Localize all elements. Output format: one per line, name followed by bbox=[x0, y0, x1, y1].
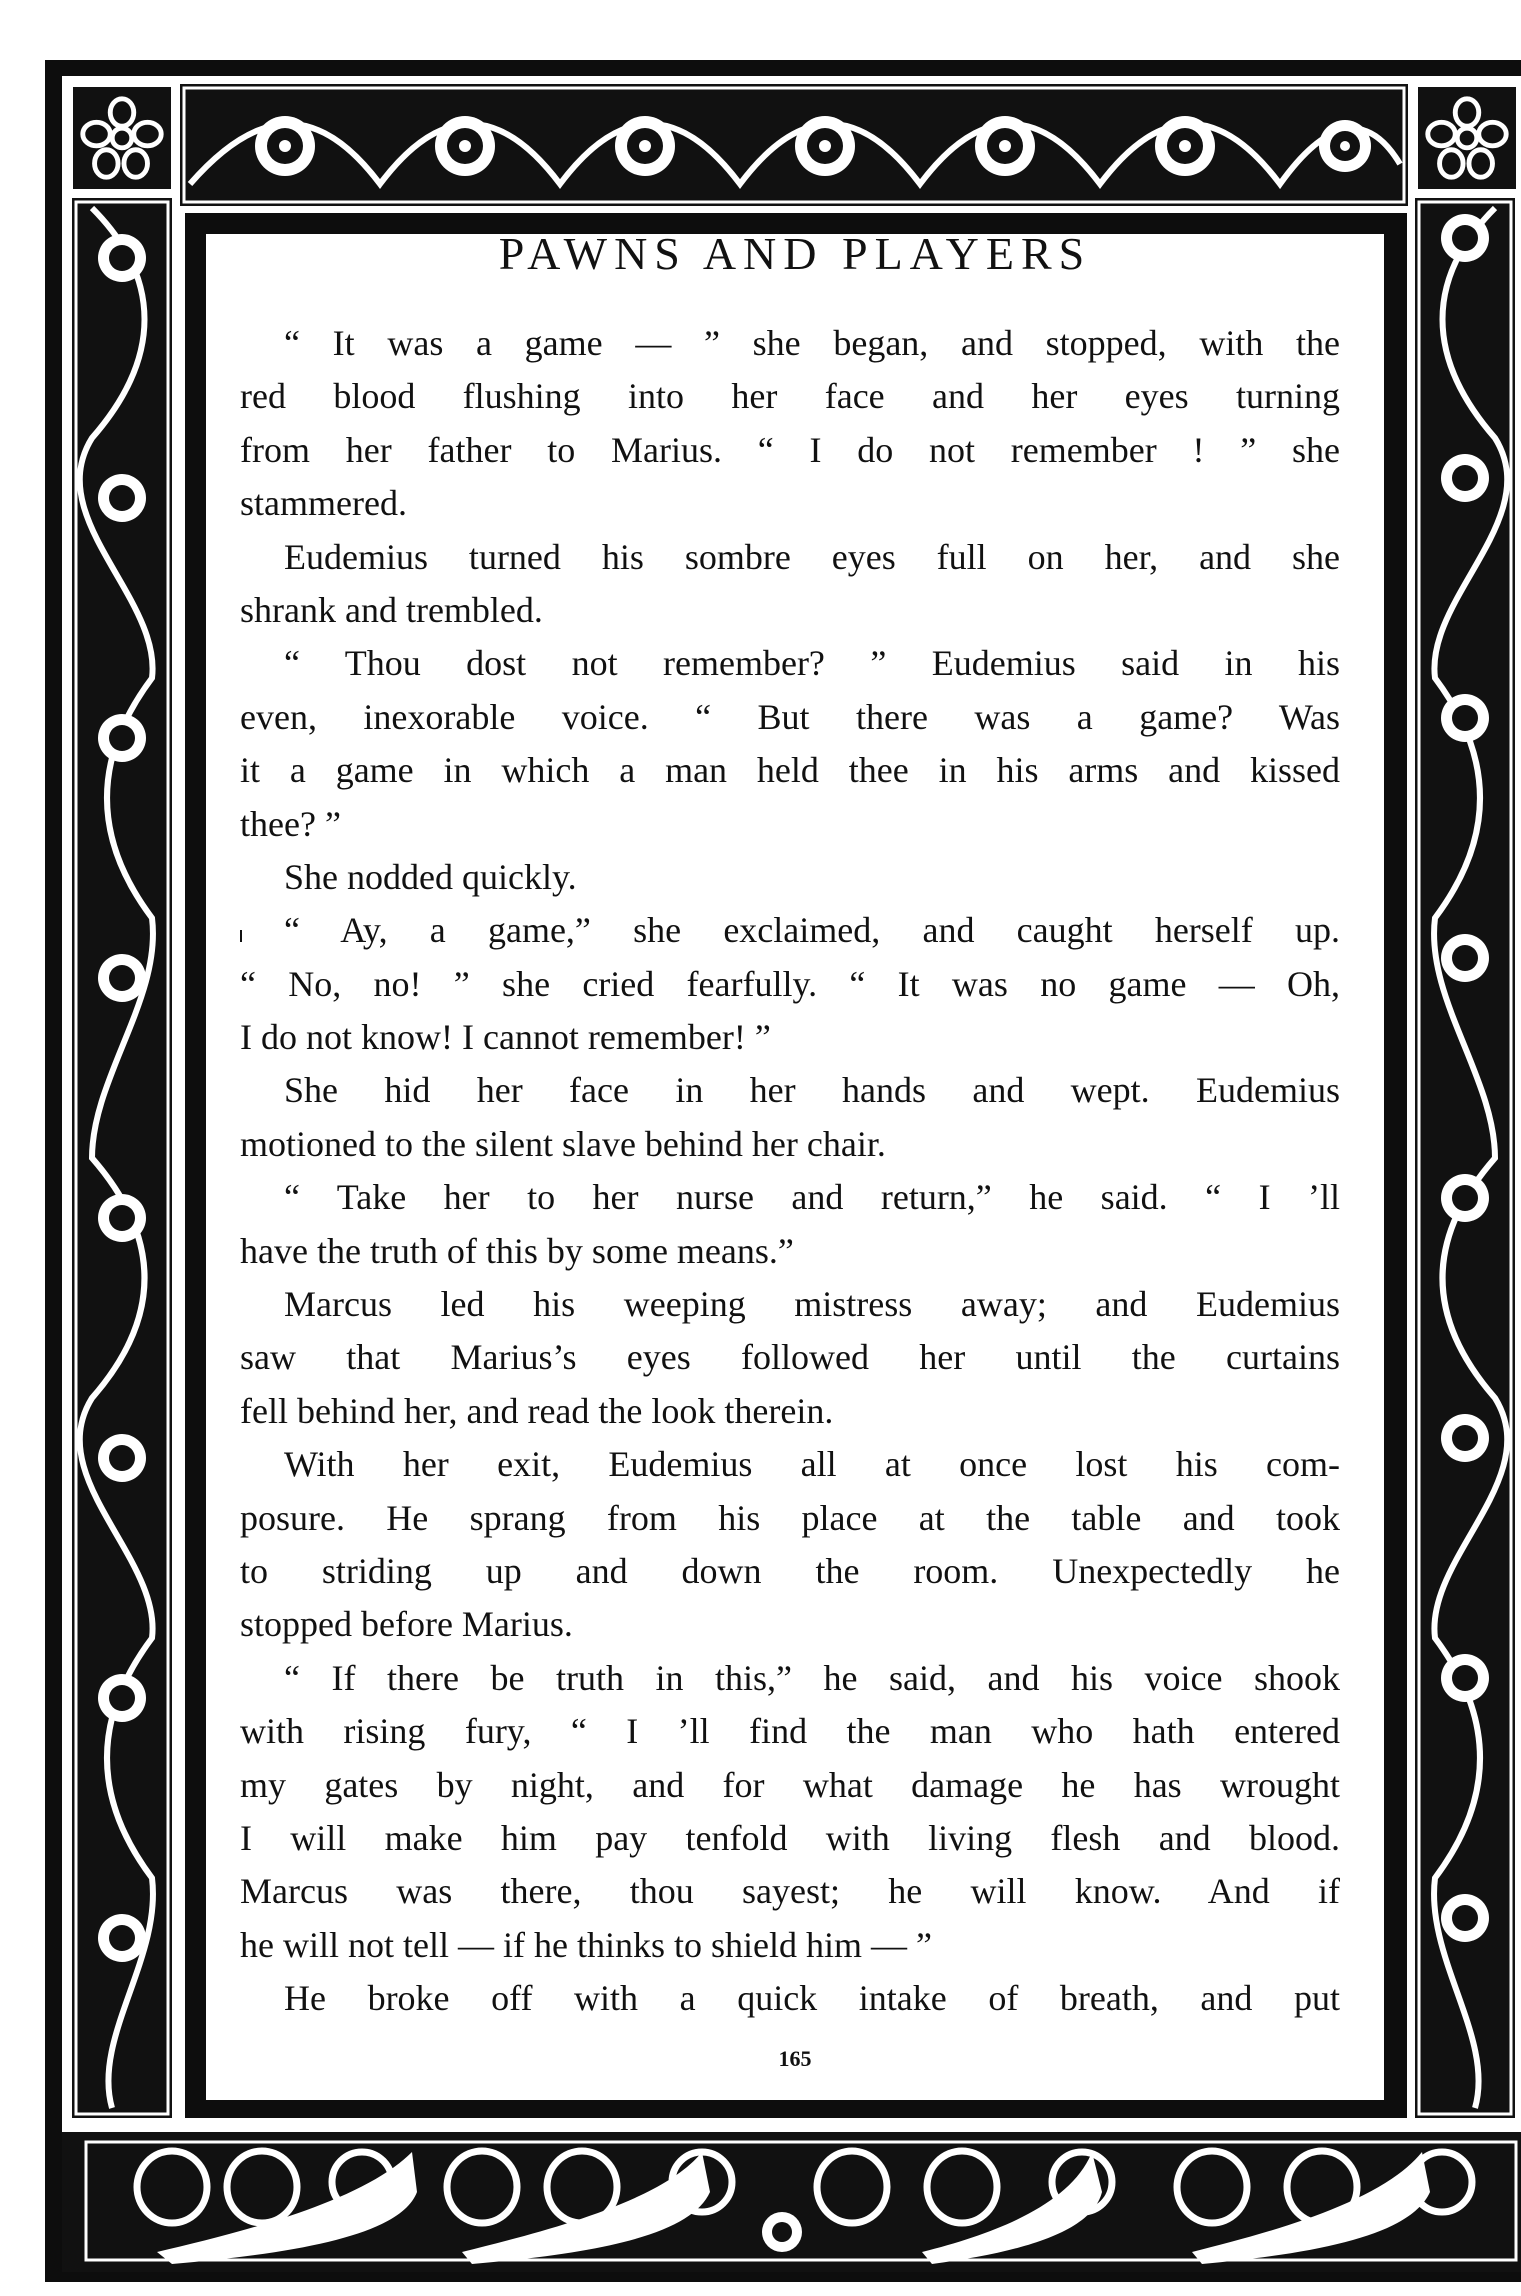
text-line: he will not tell — if he thinks to shield him — ” bbox=[240, 1924, 932, 1965]
text-line: Marcus led his weeping mistress away; and Eudemius bbox=[284, 1284, 1340, 1325]
text-line: it a game in which a man held thee in his arms and kissed bbox=[240, 750, 1340, 791]
text-line: He broke off with a quick intake of breath, and put bbox=[284, 1978, 1340, 2019]
text-line: “ If there be truth in this,” he said, and his voice shook bbox=[284, 1657, 1340, 1698]
text-line: saw that Marius’s eyes followed her until the curtains bbox=[240, 1337, 1340, 1378]
text-line: have the truth of this by some means.” bbox=[240, 1230, 794, 1271]
bottom-ornament-band bbox=[62, 2132, 1521, 2272]
text-line: “ It was a game — ” she began, and stopped, with the bbox=[284, 323, 1340, 363]
body-text bbox=[240, 317, 1340, 2026]
text-line: with rising fury, “ I ’ll find the man who hath entered bbox=[240, 1711, 1340, 1752]
corner-flower-top-right bbox=[1415, 84, 1519, 192]
left-ornament-band bbox=[72, 198, 172, 2118]
text-line: my gates by night, and for what damage he has wrought bbox=[240, 1764, 1340, 1805]
rose-vine-icon bbox=[72, 198, 172, 2118]
text-line: “ No, no! ” she cried fearfully. “ It was no game — Oh, bbox=[240, 963, 1340, 1004]
text-line: Marcus was there, thou sayest; he will know. And if bbox=[240, 1871, 1340, 1912]
rose-vine-icon bbox=[180, 84, 1408, 206]
text-line: I do not know! I cannot remember! ” bbox=[240, 1017, 771, 1058]
text-line: even, inexorable voice. “ But there was a game? Was bbox=[240, 696, 1340, 737]
page-number: 165 bbox=[778, 2046, 812, 2071]
text-line: I will make him pay tenfold with living flesh and blood. bbox=[240, 1817, 1340, 1858]
text-line: motioned to the silent slave behind her chair. bbox=[240, 1123, 886, 1164]
rose-vine-icon bbox=[1415, 198, 1515, 2118]
text-line: fell behind her, and read the look therein. bbox=[240, 1390, 834, 1431]
flower-icon bbox=[1418, 87, 1516, 189]
stray-mark bbox=[240, 930, 242, 942]
text-line: posure. He sprang from his place at the table and took bbox=[240, 1497, 1340, 1538]
text-line: stammered. bbox=[240, 483, 407, 524]
corner-flower-top-left bbox=[70, 84, 174, 192]
text-line: “ Ay, a game,” she exclaimed, and caught herself up. bbox=[284, 910, 1340, 951]
text-line: from her father to Marius. “ I do not remember ! ” she bbox=[240, 429, 1340, 470]
top-ornament-band bbox=[180, 84, 1408, 206]
text-line: She hid her face in her hands and wept. Eudemius bbox=[284, 1070, 1340, 1111]
text-line: Eudemius turned his sombre eyes full on her, and she bbox=[284, 536, 1340, 577]
text-line: “ Take her to her nurse and return,” he said. “ I ’ll bbox=[284, 1177, 1340, 1218]
text-line: stopped before Marius. bbox=[240, 1604, 573, 1645]
flower-icon bbox=[73, 87, 171, 189]
text-line: “ Thou dost not remember? ” Eudemius said in his bbox=[284, 643, 1340, 684]
text-line: She nodded quickly. bbox=[284, 856, 577, 897]
right-ornament-band bbox=[1415, 198, 1515, 2118]
peacock-vine-icon bbox=[62, 2132, 1521, 2272]
text-line: to striding up and down the room. Unexpectedly he bbox=[240, 1550, 1340, 1591]
text-line: red blood flushing into her face and her eyes turning bbox=[240, 376, 1340, 417]
text-line: With her exit, Eudemius all at once lost his com- bbox=[284, 1444, 1340, 1485]
page-title: PAWNS AND PLAYERS bbox=[498, 228, 1092, 279]
text-line: thee? ” bbox=[240, 803, 341, 844]
text-line: shrank and trembled. bbox=[240, 589, 543, 630]
